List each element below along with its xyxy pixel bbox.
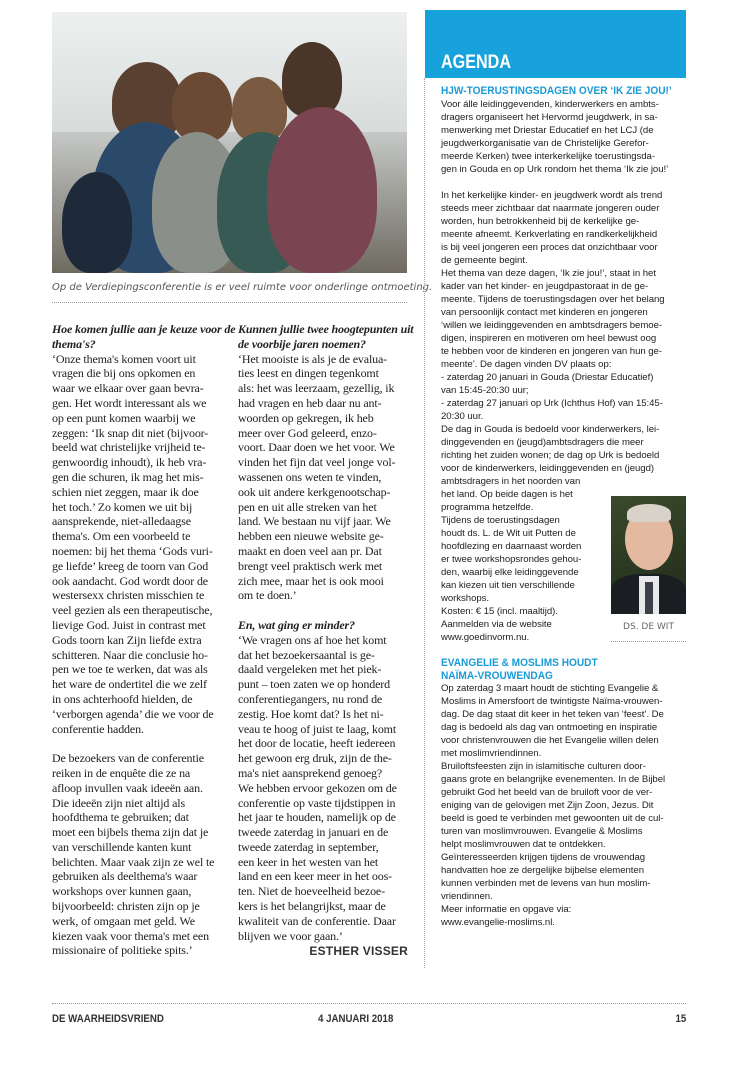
portrait-photo — [611, 496, 686, 614]
caption-divider — [52, 302, 407, 303]
publication-name: DE WAARHEIDSVRIEND — [52, 1013, 164, 1025]
question-heading: Hoe komen jullie aan je keuze voor de thema's? — [52, 322, 236, 351]
agenda-item-2 — [441, 657, 686, 929]
article-paragraph: ‘We vragen ons af hoe het komt dat het bezoekersaantal is ge- daald vergeleken met het piek- punt – toen zaten we op honderd conferentiegangers, nu rond de zestig. Hoe komt dat? Is het ni- veau te hoog of juist te laag, komt het door de locatie, heeft iedereen het gewoon erg druk, zijn de the- ma's niet aansprekend genoeg? We hebben ervoor gekozen om de conferentie op vaste tijdstippen in het jaar te houden, namelijk op de tweede zaterdag in januari en de tweede zaterdag in september, een keer in het westen van het land en een keer meer in het oos- ten. Niet de hoeveelheid bezoe- kers is het belangrijkst, maar de kwaliteit van de conferentie. Daar blijven we voor gaan.’ — [238, 632, 397, 943]
question-heading: En, wat ging er minder? — [238, 617, 355, 632]
article-paragraph: De bezoekers van de conferentie reiken in de enquête die ze na afloop invullen vaak ideeën aan. Die ideeën zijn niet altijd als hoofdthema te gebruiken; dat moet een bijbels thema zijn dat je van verschillende kanten kunt belichten. Maar vaak zijn ze wel te gebruiken als deelthema's waar workshops over kunnen gaan, bijvoorbeeld: christen zijn op je werk, of omgaan met geld. We kiezen vaak voor thema's met een missionaire of politieke spits.’ — [52, 751, 215, 958]
portrait-caption: DS. DE WIT — [623, 622, 674, 632]
question-heading: Kunnen jullie twee hoogtepunten uit de voorbije jaren noemen? — [238, 322, 414, 351]
page-number: 15 — [675, 1013, 686, 1025]
issue-date: 4 JANUARI 2018 — [318, 1013, 394, 1025]
author-name: ESTHER VISSER — [309, 944, 408, 959]
article-paragraph: ‘Onze thema's komen voort uit vragen die bij ons opkomen en waar we elkaar over gaan bevra- gen. Het wordt interessant als we op een punt komen waarbij we zeggen: ‘Ik snap dit niet (bijvoor- beeld wat christelijke vrijheid te- genwoordig inhoudt), ik heb vra- gen die schuren, ik mag het mis- schien niet zeggen, maar ik doe het toch.’ Zo komen we uit bij aansprekende, niet-alledaagse thema's. Om een voorbeeld te noemen: bij het thema ‘Gods vuri- ge liefde’ kreeg de toorn van God ook aandacht. God wordt door de westersexx christen misschien te veel gezien als een therapeutische, lievige God. Juist in contrast met Gods toorn kan Zijn liefde extra schitteren. Naar die conclusie ho- pen we toe te werken, dat was als het ware de ondertitel die we zelf in ons achterhoofd hielden, de ‘verborgen agenda’ die we voor de conferentie hadden. — [52, 351, 214, 736]
footer-divider — [52, 1003, 686, 1004]
photo-caption: Op de Verdiepingsconferentie is er veel ruimte voor onderlinge ontmoeting. — [52, 282, 433, 293]
agenda-item-heading: HJW-TOERUSTINGSDAGEN OVER ‘IK ZIE JOU!’ — [441, 85, 672, 97]
article-column-1 — [52, 322, 236, 958]
portrait-divider — [611, 641, 686, 642]
conference-photo — [52, 12, 407, 273]
agenda-paragraph: In het kerkelijke kinder- en jeugdwerk wordt als trend steeds meer zichtbaar dat naarmate jongeren ouder worden, hun betrokkenheid bij de kerkelijke ge- meente afneemt. Kerkverlating en randkerkelijkheid is bij veel jongeren een proces dat onzichtbaar voor de gemeente begint. Het thema van deze dagen, ‘Ik zie jou!’, staat in het kader van het kinder- en jeugdpastoraat in de ge- meente. Tijdens de toerustingsdagen over het belang van persoonlijk contact met kinderen en jongeren ‘willen we leidinggevenden en ambtsdragers bemoe- digen, inspireren en motiveren om heel bewust oog te hebben voor de kinderen en jongeren van hun ge- meente’. De dagen vinden DV plaats op: - zaterdag 20 januari in Gouda (Driestar Educatief) van 15:45-20:30 uur; - zaterdag 27 januari op Urk (Ichthus Hof) van 15:45- 20:30 uur. De dag in Gouda is bedoeld voor kinderwerkers, lei- dinggevenden en (jeugd)ambtsdragers die meer richting het zuiden wonen; de dag op Urk is bedoeld voor de kinderwerkers, leidinggevenden en (jeugd) ambtsdragers in het noorden van het land. Op beide dagen is het programma hetzelfde. Tijdens de toerustingsdagen houdt ds. L. de Wit uit Putten de hoofdlezing en daarnaast worden er twee workshopsrondes gehou- den, waarbij elke leidinggevende kan kiezen uit tien verschillende workshops. Kosten: € 15 (incl. maaltijd). Aanmelden via de website www.goedinvorm.nu. — [441, 189, 665, 643]
agenda-paragraph: Op zaterdag 3 maart houdt de stichting Evangelie & Moslims in Amersfoort de twintigste Naïma-vrouwen- dag. De dag staat dit keer in het teken van ‘feest’. De dag is bedoeld als dag van ontmoeting en inspiratie voor christenvrouwen die het Evangelie willen delen met moslimvriendinnen. Bruiloftsfeesten zijn in islamitische culturen door- gaans grote en belangrijke evenementen. In de Bijbel gebruikt God het beeld van de bruiloft voor de ver- eniging van de gelovigen met Zijn Zoon, Jezus. Dit beeld is goed te verbinden met gewoonten uit de cul- turen van moslimvrouwen. Evangelie & Moslims helpt moslimvrouwen dat te ontdekken. Geïnteresseerden krijgen tijdens de vrouwendag handvatten hoe ze dergelijke bijbelse elementen kunnen verbinden met de levens van hun moslim- vriendinnen. Meer informatie en opgave via: www.evangelie-moslims.nl. — [441, 683, 666, 928]
agenda-divider — [424, 78, 425, 968]
article-paragraph: ‘Het mooiste is als je de evalua- ties leest en dingen tegenkomt als: het was leerzaam, gezellig, ik had vragen en heb daar nu ant- woorden op gekregen, ik heb meer over God geleerd, enzo- voort. Daar doen we het voor. We vinden het fijn dat veel jonge vol- wassenen ons weten te vinden, ook uit andere kerkgenootschap- pen en uit alle streken van het land. We bestaan nu vijf jaar. We hebben een nieuwe website ge- maakt en doen veel aan pr. Dat brengt veel praktisch werk met zich mee, maar het is ook mooi om te doen.’ — [238, 351, 396, 603]
agenda-item-heading: EVANGELIE & MOSLIMS HOUDT NAÏMA-VROUWENDAG — [441, 657, 598, 682]
agenda-paragraph: Voor álle leidinggevenden, kinderwerkers en ambts- dragers organiseert het Hervormd jeugdwerk, in sa- menwerking met Driestar Educatief en het LCJ (de jeugdwerkorganisatie van de Christelijke Gerefor- meerde Kerken) twee interkerkelijke toerustingsda- gen in Gouda en op Urk rondom het thema ‘Ik zie jou!’ — [441, 98, 669, 175]
agenda-title: AGENDA — [441, 52, 511, 73]
article-column-2 — [238, 322, 414, 959]
